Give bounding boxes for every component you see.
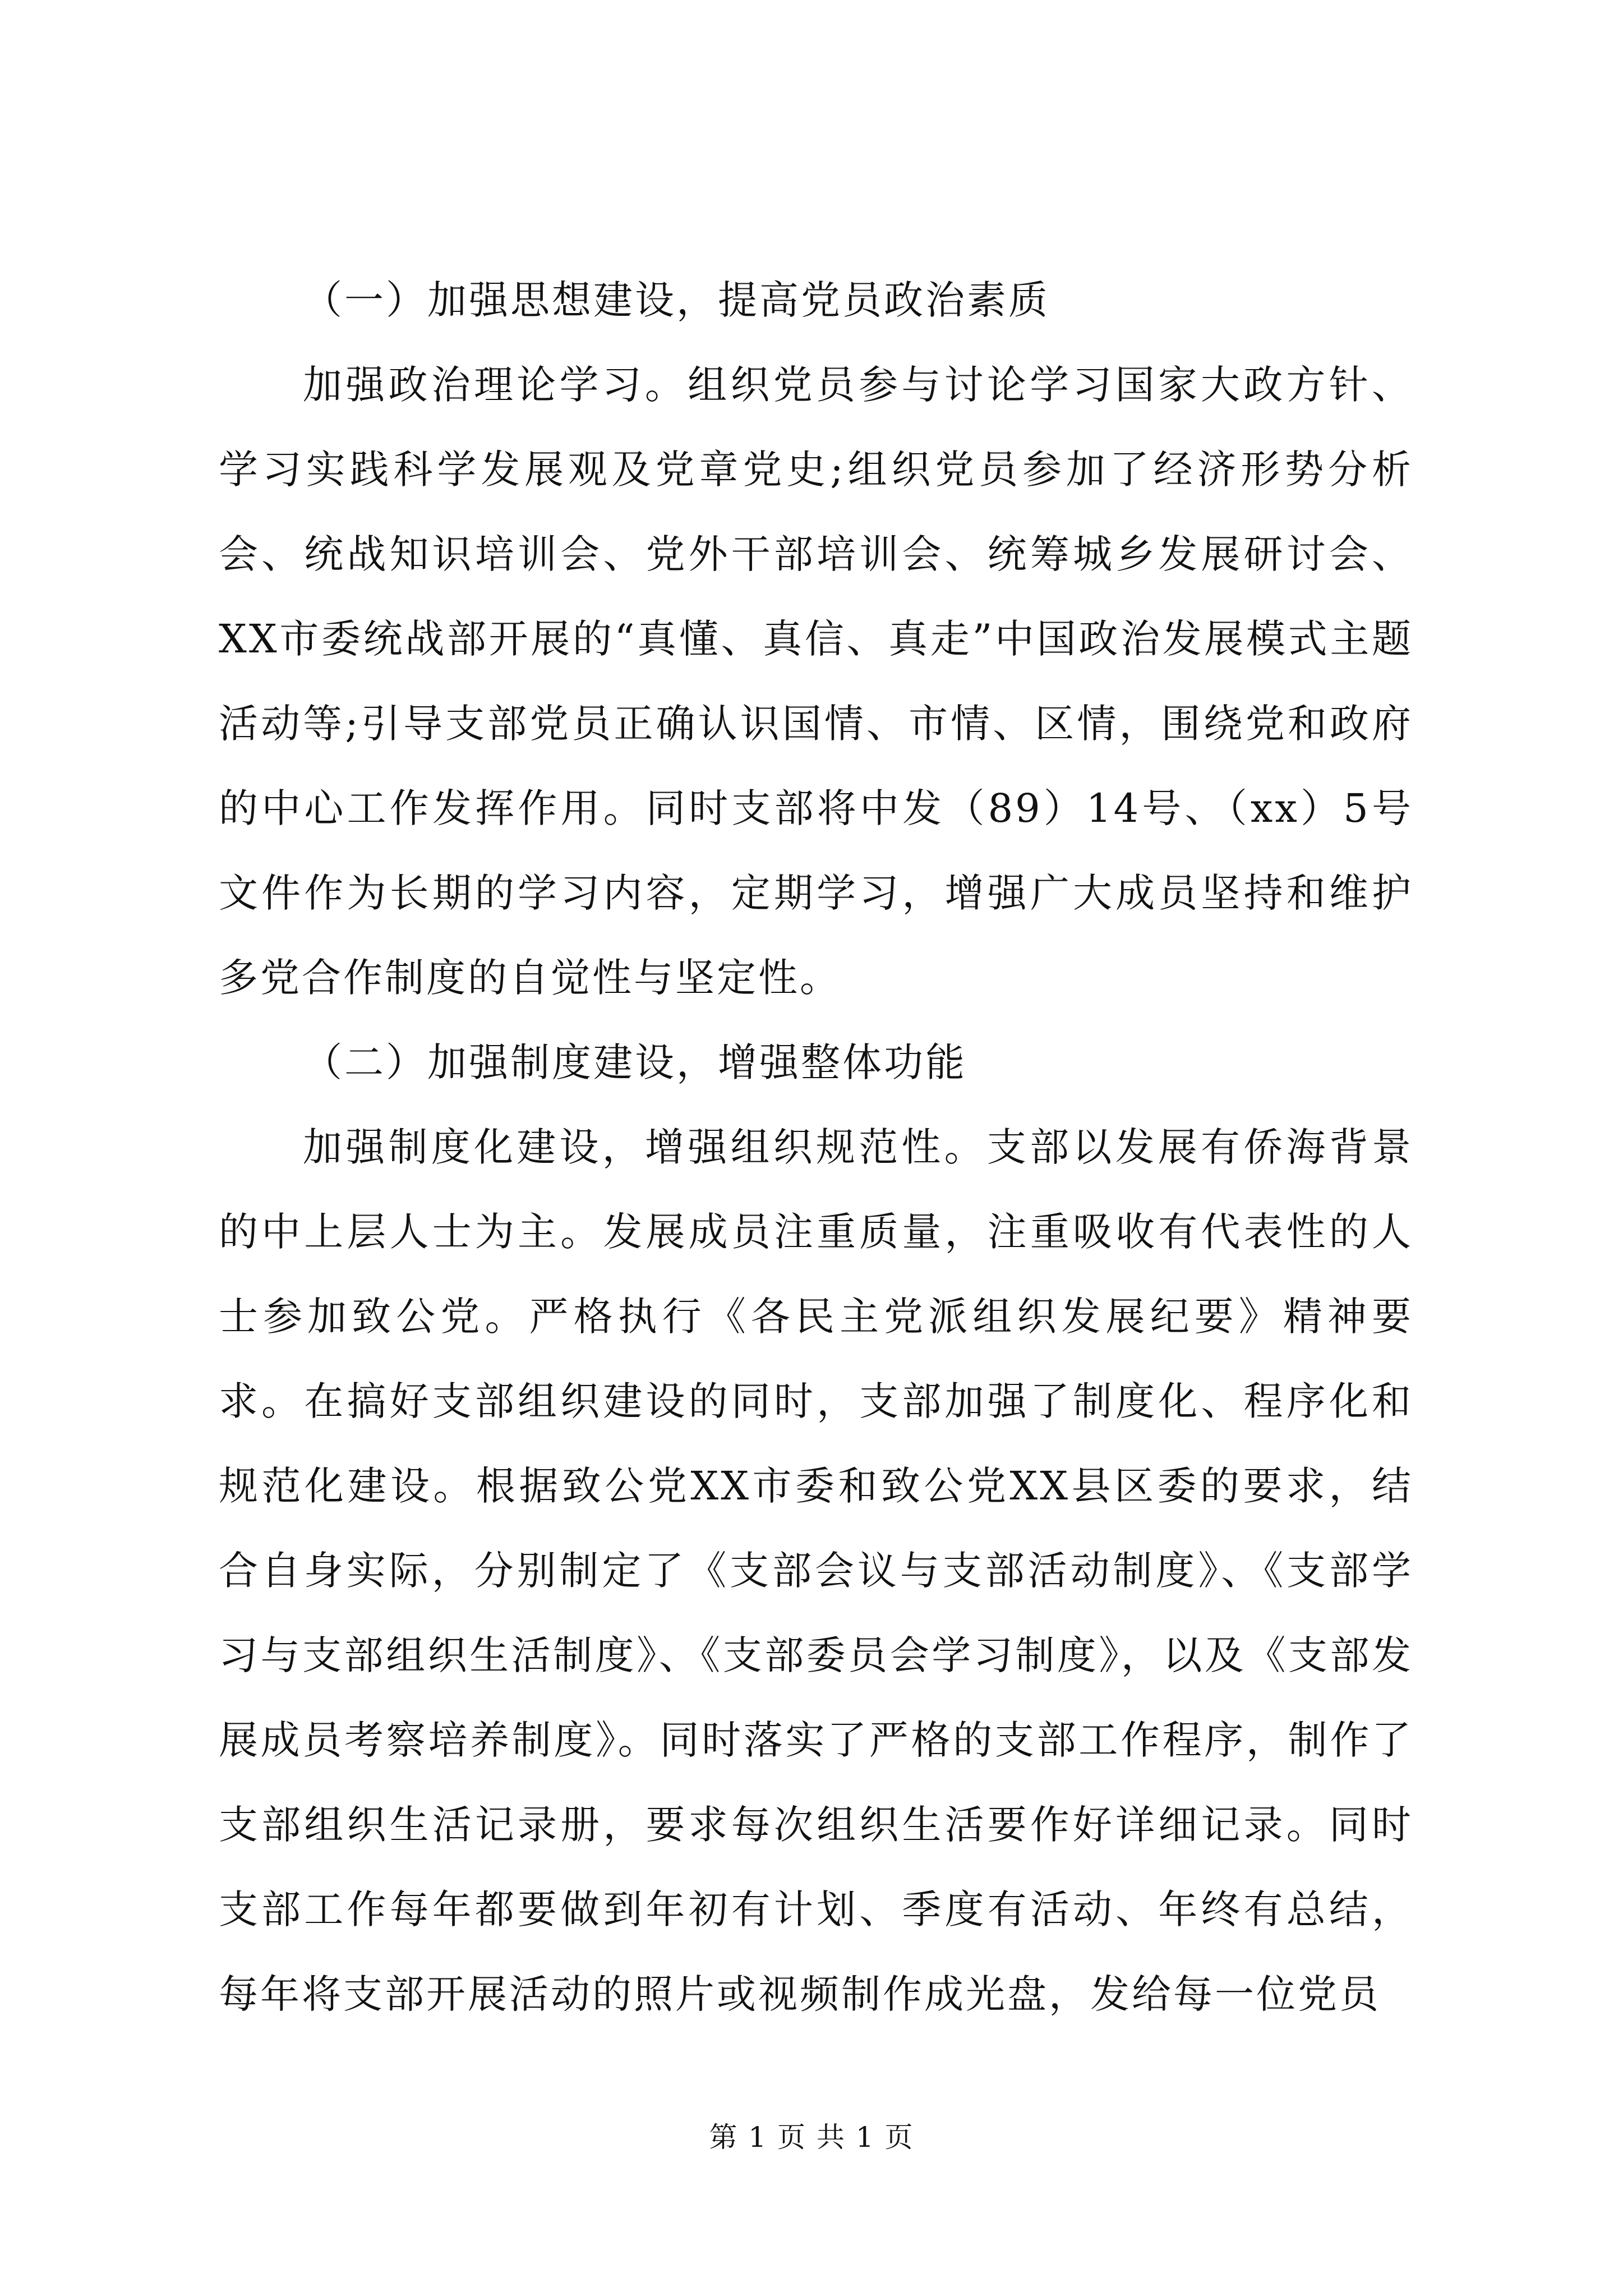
document-body [219,258,1413,2037]
page-footer: 第 1 页 共 1 页 [709,2121,914,2154]
section-paragraph-2: 加强制度化建设，增强组织规范性。支部以发展有侨海背景的中上层人士为主。发展成员注重质量，注重吸收有代表性的人士参加致公党。严格执行《各民主党派组织发展纪要》精神要求。在搞好支部组织建设的同时，支部加强了制度化、程序化和规范化建设。根据致公党XX市委和致公党XX县区委的要求，结合自身实际，分别制定了《支部会议与支部活动制度》、《支部学习与支部组织生活制度》、《支部委员会学习制度》，以及《支部发展成员考察培养制度》。同时落实了严格的支部工作程序，制作了支部组织生活记录册，要求每次组织生活要作好详细记录。同时支部工作每年都要做到年初有计划、季度有活动、年终有总结，每年将支部开展活动的照片或视频制作成光盘，发给每一位党员 [219,1124,1413,2017]
section-heading-2: （二）加强制度建设，增强整体功能 [303,1039,967,1085]
section-paragraph-1: 加强政治理论学习。组织党员参与讨论学习国家大政方针、学习实践科学发展观及党章党史;组织党员参加了经济形势分析会、统战知识培训会、党外干部培训会、统筹城乡发展研讨会、XX市委统战部开展的“真懂、真信、真走”中国政治发展模式主题活动等;引导支部党员正确认识国情、市情、区情，围绕党和政府的中心工作发挥作用。同时支部将中发（89）14号、（xx）5号文件作为长期的学习内容，定期学习，增强广大成员坚持和维护多党合作制度的自觉性与坚定性。 [219,362,1413,1001]
section-heading-1: （一）加强思想建设，提高党员政治素质 [303,277,1050,323]
